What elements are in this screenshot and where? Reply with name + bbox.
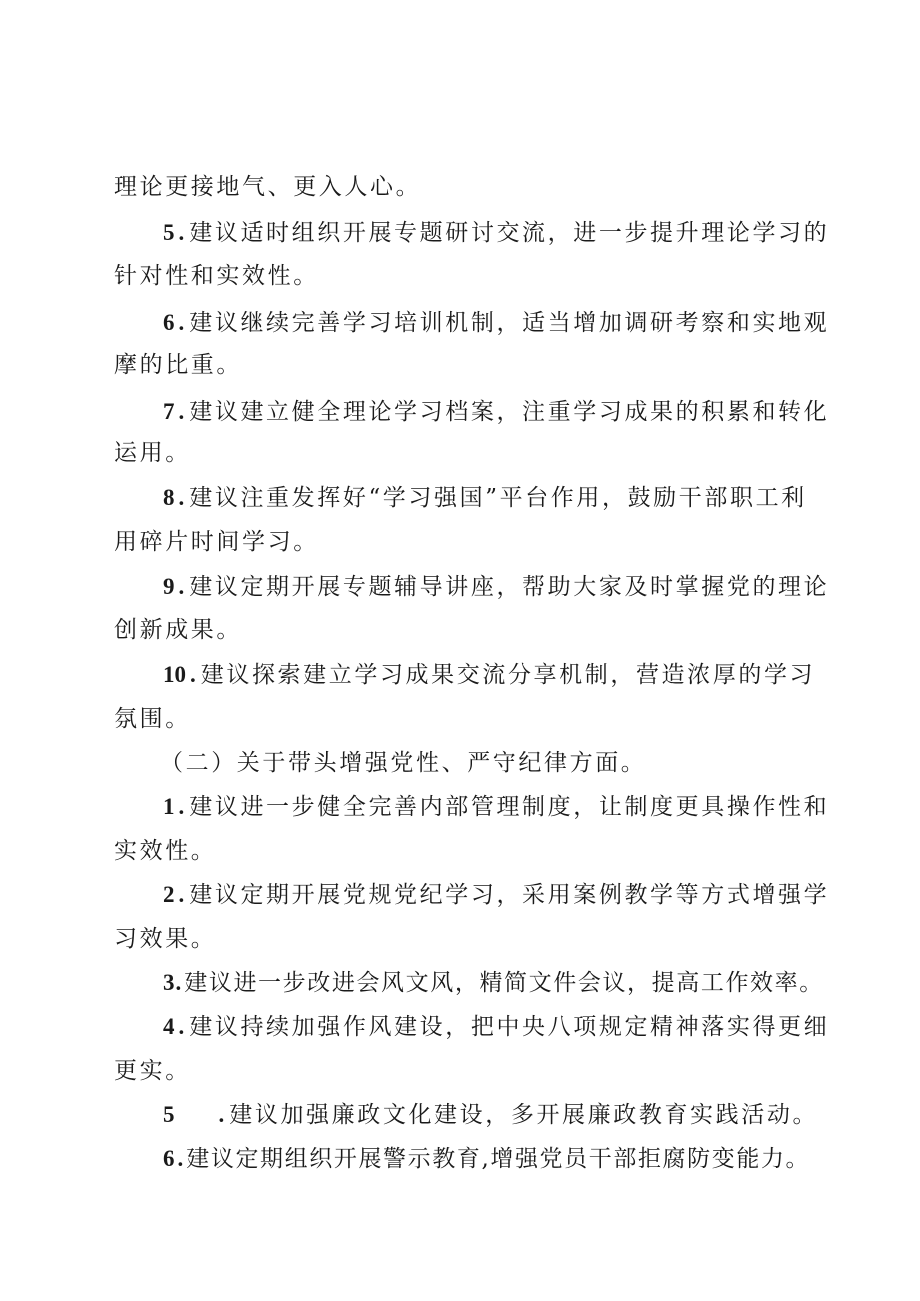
paragraph-line (114, 350, 242, 380)
item-number: 2 (163, 882, 175, 907)
item-number: 9 (163, 574, 175, 599)
paragraph-line (114, 1056, 191, 1086)
line-text: 建议注重发挥好“学习强国”平台作用，鼓励干部职工利 (189, 485, 807, 511)
item-number: 1 (163, 794, 175, 819)
item-number: 8 (163, 485, 175, 510)
list-item-5b: 5 . 建议加强廉政文化建设，多开展廉政教育实践活动。 (163, 1102, 819, 1128)
list-item-6: 6 . 建议继续完善学习培训机制，适当增加调研考察和实地观 (163, 310, 830, 336)
paragraph-line (114, 261, 319, 291)
line-text: 建议定期开展专题辅导讲座，帮助大家及时掌握党的理论 (189, 574, 830, 600)
line-text: 习效果。 (114, 926, 217, 952)
list-item-9: 9 . 建议定期开展专题辅导讲座，帮助大家及时掌握党的理论 (163, 574, 830, 600)
line-text: 建议进一步改进会风文风，精简文件会议，提高工作效率。 (184, 970, 824, 996)
list-item-7: 7 . 建议建立健全理论学习档案，注重学习成果的积累和转化 (163, 399, 830, 425)
paragraph-line (114, 527, 319, 557)
item-number: 7 (163, 399, 175, 424)
line-text: 更实。 (114, 1058, 191, 1084)
line-text: 运用。 (114, 440, 191, 466)
line-text: 创新成果。 (114, 617, 242, 643)
line-text: 针对性和实效性。 (114, 263, 319, 289)
line-text: 氛围。 (114, 706, 191, 732)
item-number: 6 (163, 1146, 175, 1171)
paragraph-line (114, 836, 216, 866)
paragraph-line (114, 615, 242, 645)
list-item-10: 10 . 建议探索建立学习成果交流分享机制，营造浓厚的学习 (163, 662, 816, 688)
line-text: 建议定期开展党规党纪学习，采用案例教学等方式增强学 (189, 882, 830, 908)
list-item-3: 3. 建议进一步改进会风文风，精简文件会议，提高工作效率。 (163, 970, 824, 996)
line-text: 用碎片时间学习。 (114, 529, 319, 555)
list-item-1: 1 . 建议进一步健全完善内部管理制度，让制度更具操作性和 (163, 794, 830, 820)
item-number: 5 (163, 1102, 175, 1127)
line-text: 建议定期组织开展警示教育,增强党员干部拒腐防变能力。 (186, 1146, 811, 1172)
list-item-4: 4 . 建议持续加强作风建设，把中央八项规定精神落实得更细 (163, 1014, 830, 1040)
line-text: 实效性。 (114, 838, 217, 864)
line-text: 建议继续完善学习培训机制，适当增加调研考察和实地观 (189, 310, 830, 336)
line-text: 摩的比重。 (114, 352, 242, 378)
paragraph-line (114, 924, 216, 954)
line-text: 建议适时组织开展专题研讨交流，进一步提升理论学习的 (189, 220, 830, 246)
list-item-2: 2 . 建议定期开展党规党纪学习，采用案例教学等方式增强学 (163, 882, 830, 908)
section-heading (160, 748, 646, 778)
line-text: 建议加强廉政文化建设，多开展廉政教育实践活动。 (229, 1102, 819, 1128)
list-item-5: 5 . 建议适时组织开展专题研讨交流，进一步提升理论学习的 (163, 220, 830, 246)
paragraph-line (114, 172, 421, 202)
item-number: 6 (163, 310, 175, 335)
paragraph-line (114, 438, 191, 468)
list-item-8: 8 . 建议注重发挥好“学习强国”平台作用，鼓励干部职工利 (163, 485, 807, 511)
line-text: 建议进一步健全完善内部管理制度，让制度更具操作性和 (189, 794, 830, 820)
paragraph-line (114, 704, 191, 734)
item-number: 4 (163, 1014, 175, 1039)
item-number: 5 (163, 220, 175, 245)
item-number: 10 (163, 662, 186, 687)
line-text: 建议探索建立学习成果交流分享机制，营造浓厚的学习 (200, 662, 816, 688)
line-text: 建议持续加强作风建设，把中央八项规定精神落实得更细 (189, 1014, 830, 1040)
line-text: 理论更接地气、更入人心。 (114, 174, 422, 200)
line-text: 建议建立健全理论学习档案，注重学习成果的积累和转化 (189, 399, 830, 425)
section-heading-text: （二）关于带头增强党性、严守纪律方面。 (160, 750, 647, 776)
item-number: 3 (163, 970, 175, 995)
list-item-6b: 6 . 建议定期组织开展警示教育,增强党员干部拒腐防变能力。 (163, 1146, 811, 1172)
